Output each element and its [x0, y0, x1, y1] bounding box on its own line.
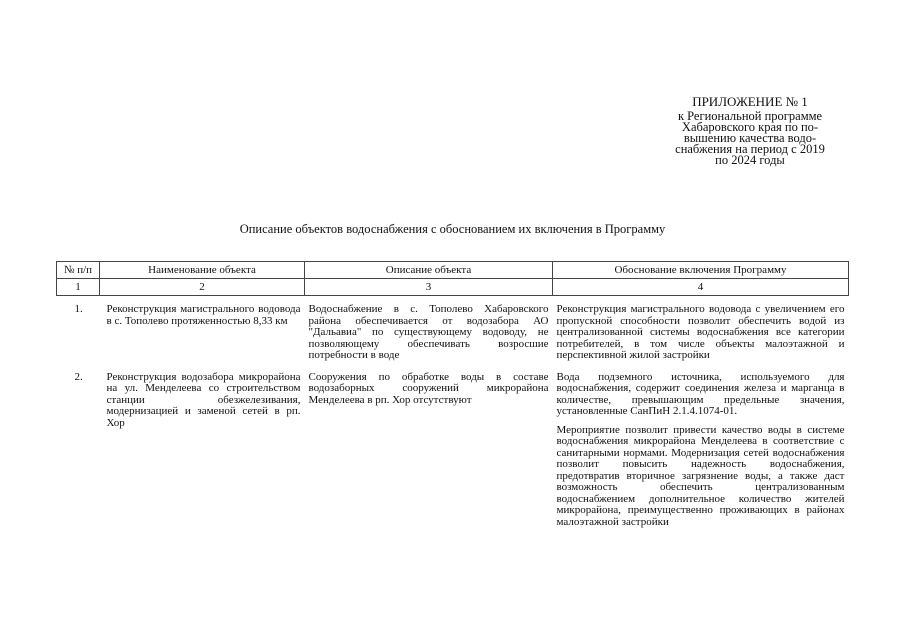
object-description: Сооружения по обработке воды в составе водозаборных сооружений микрорайона Менделеева в рп. Хор отсутствуют: [308, 370, 549, 406]
row-index: 2.: [74, 370, 83, 383]
object-justification: [553, 364, 849, 531]
header-justification: Обоснование включения Программу: [553, 262, 849, 279]
justification-paragraph: Вода подземного источника, используемого для водоснабжения, содержит соединения железа и марганца в количестве, превышающим предельные значения, установленные СанПиН 2.1.4.1074-01.: [556, 370, 845, 417]
appendix-line: по 2024 годы: [715, 153, 785, 167]
justification-paragraph: Реконструкция магистрального водовода с увеличением его пропускной способности позволит обеспечить водой из централизованной системы водоснабжения все категории потребителей, в том числе объекты малоэтажной и перспективной жилой застройки: [556, 303, 845, 361]
appendix-line: вышению качества водо-: [683, 131, 817, 145]
object-description: Водоснабжение в с. Тополево Хабаровского района обеспечивается от водозабора АО "Дальавиа" по существующему водоводу, не позволяющему обеспечивать возросшие потребности в воде: [308, 303, 549, 361]
appendix-line: Хабаровского края по по-: [681, 120, 819, 134]
table-header-row: [57, 262, 849, 279]
appendix-title: ПРИЛОЖЕНИЕ № 1: [692, 94, 808, 109]
object-name: Реконструкция магистрального водовода в с. Тополево протяженностью 8,33 км: [106, 303, 301, 327]
appendix-line: к Региональной программе: [677, 109, 823, 123]
header-index: № п/п: [57, 262, 100, 279]
object-justification: [553, 296, 849, 364]
justification-paragraph: Мероприятие позволит привести качество воды в системе водоснабжения микрорайона Менделеева в соответствие с санитарными нормами. Модернизация сетей водоснабжения позволит повысить надежность водоснабжения, предотвратив вторичное загрязнение воды, а также даст возможность обеспечить централизованным водоснабжением дополнительное количество жителей микрорайона, преимущественно проживающих в районах малоэтажной застройки: [556, 423, 845, 528]
column-number: 4: [553, 279, 849, 296]
object-name: Реконструкция водозабора микрорайона на ул. Менделеева со строительством станции обезжелезивания, модернизацией и заменой сетей в рп. Хор: [106, 370, 301, 429]
column-number: 3: [305, 279, 553, 296]
table-row: [57, 364, 849, 531]
document-title: Описание объектов водоснабжения с обоснованием их включения в Программу: [239, 222, 666, 236]
header-description: Описание объекта: [305, 262, 553, 279]
column-number: 2: [100, 279, 305, 296]
row-index: 1.: [74, 303, 83, 315]
appendix-block: [655, 95, 845, 166]
appendix-line: снабжения на период с 2019: [675, 142, 825, 156]
column-number-row: [57, 279, 849, 296]
header-name: Наименование объекта: [100, 262, 305, 279]
column-number: 1: [57, 279, 100, 296]
table-row: [57, 296, 849, 364]
objects-table: [56, 261, 849, 530]
